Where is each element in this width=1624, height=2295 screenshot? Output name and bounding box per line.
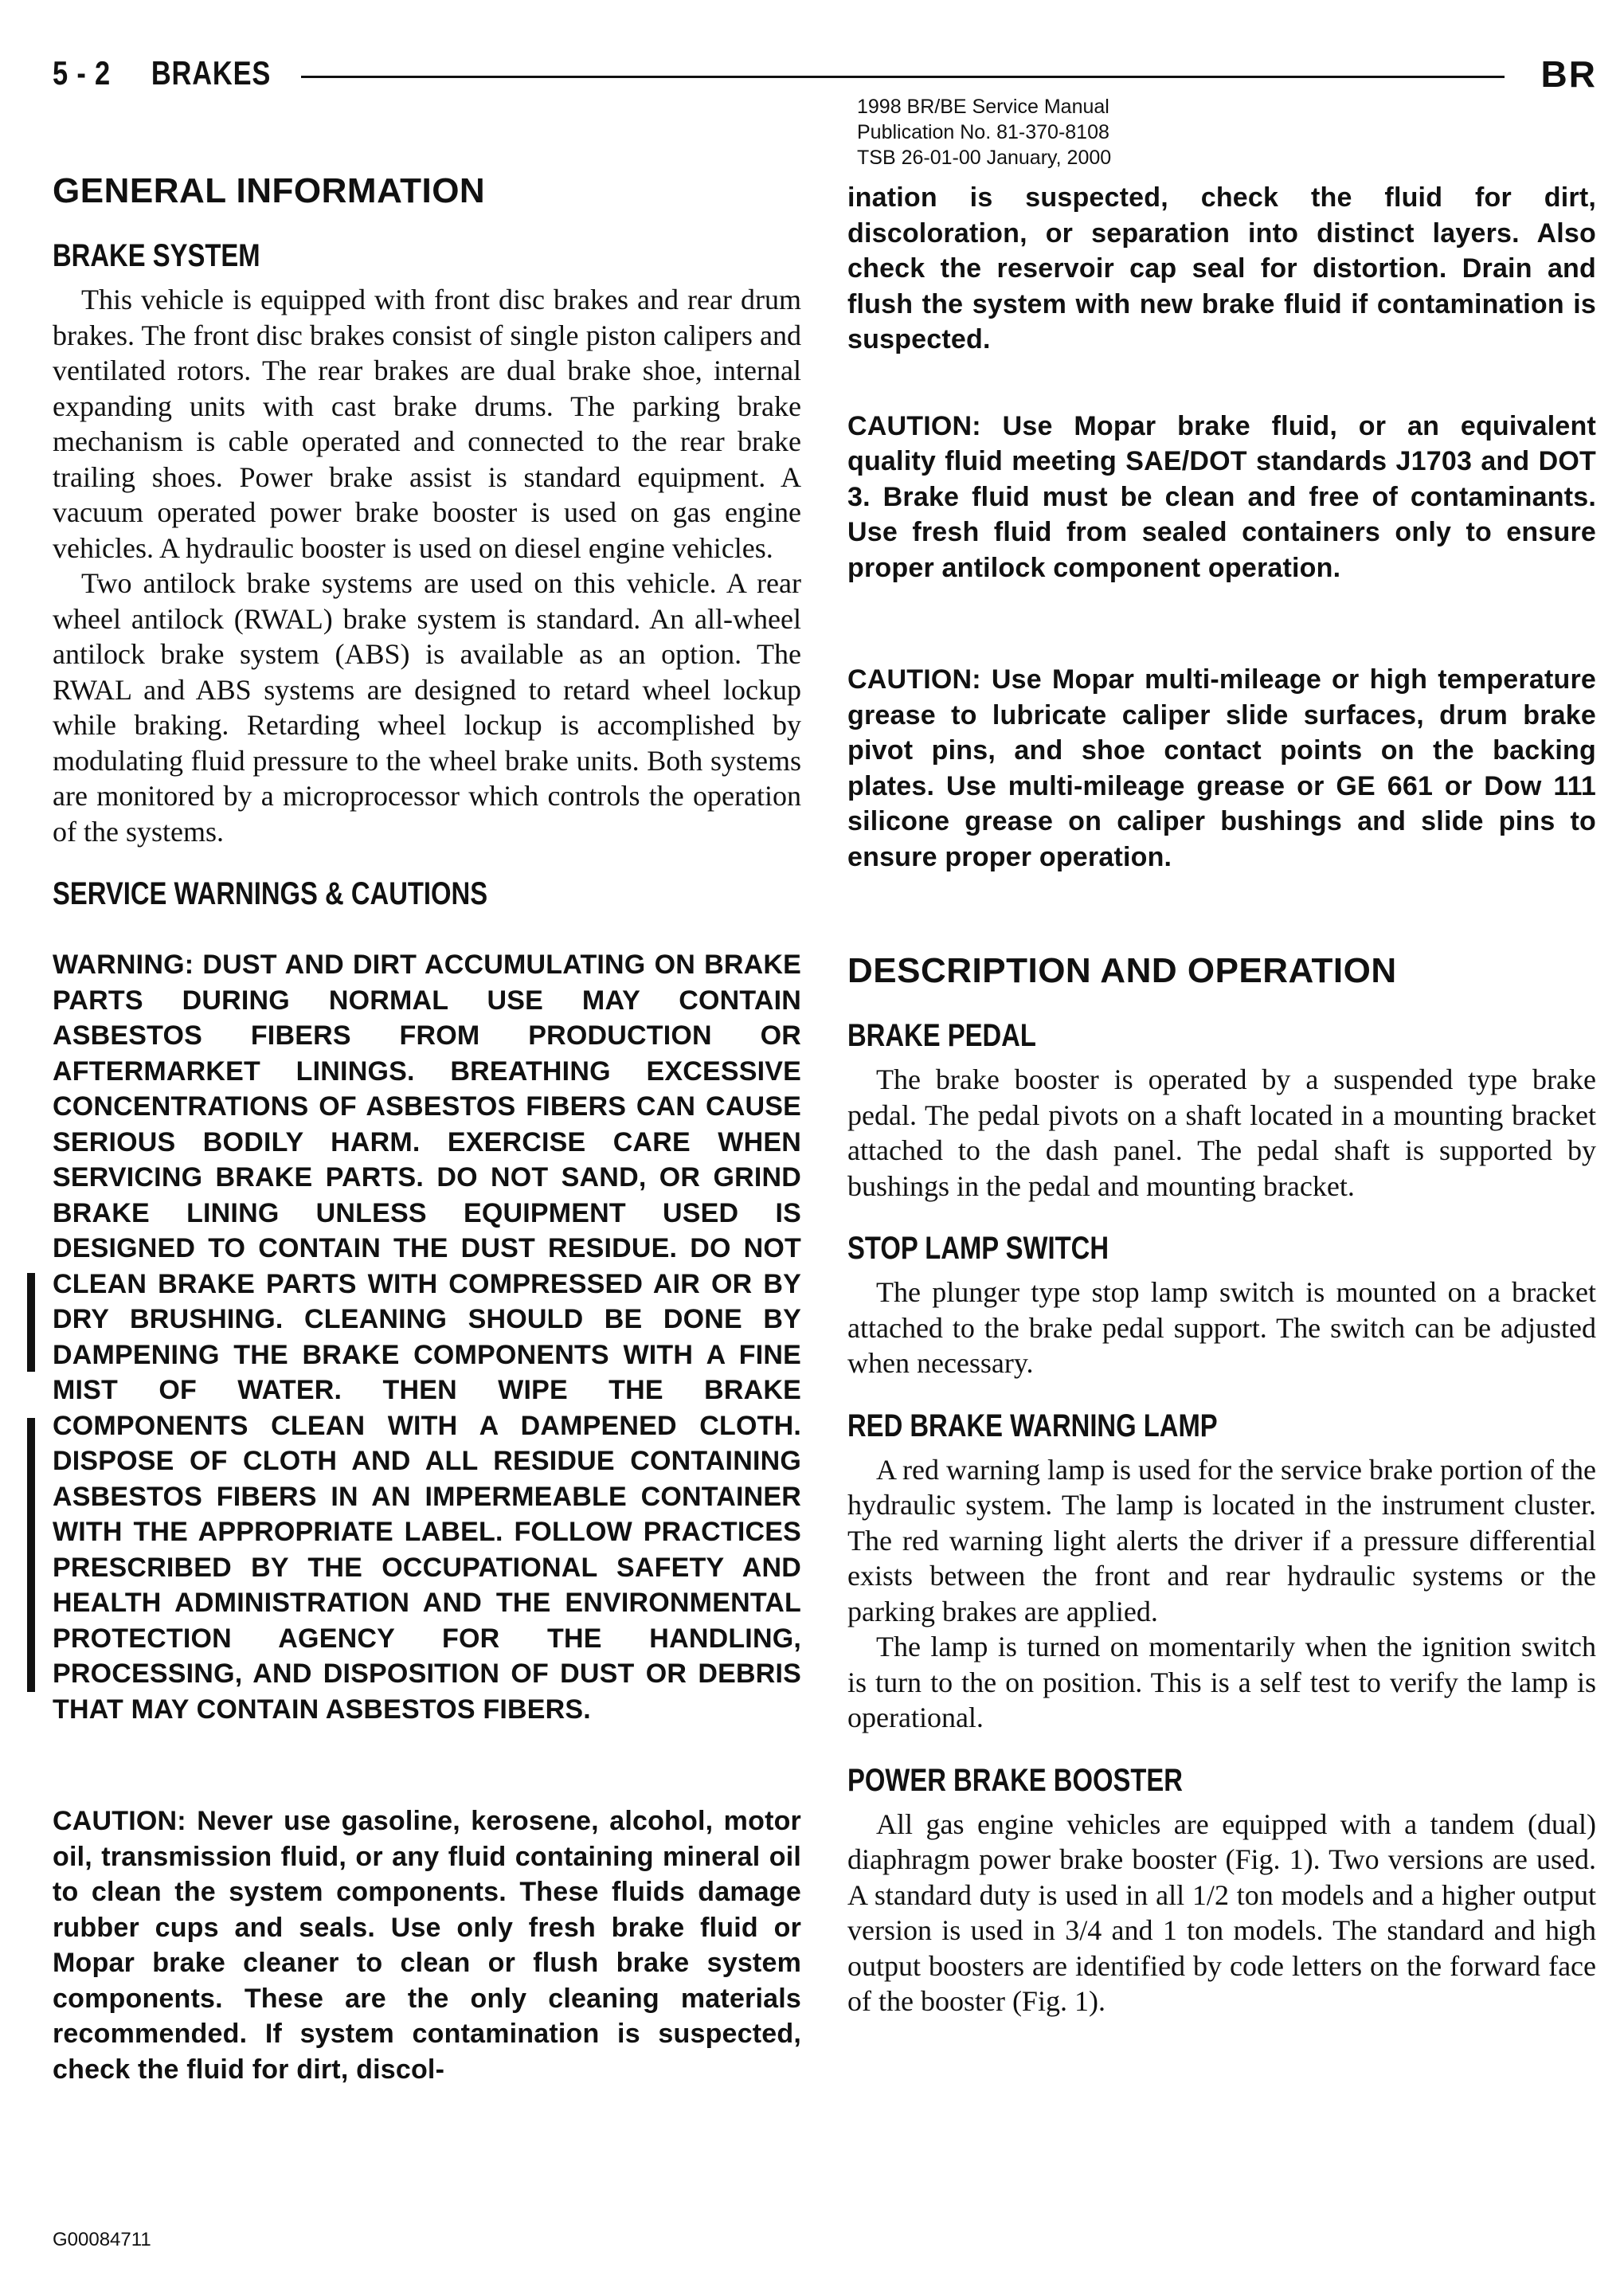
footer-id: G00084711 xyxy=(53,2229,151,2250)
caution-cleaning-part-2: ination is suspected, check the fluid for dirt, discoloration, or separation into distinct layers. Also check the reservoir cap seal for distortion. Drain and flush the system with new brake fluid if contamination is suspected. xyxy=(847,182,1596,354)
asbestos-warning: WARNING: DUST AND DIRT ACCUMULATING ON BRAKE PARTS DURING NORMAL USE MAY CONTAIN ASBESTOS FIBERS FROM PRODUCTION OR AFTERMARKET LININGS. BREATHING EXCESSIVE CONCENTRATIONS OF ASBESTOS FIBERS CAN CAUSE SERIOUS BODILY HARM. EXERCISE CARE WHEN SERVICING BRAKE PARTS. DO NOT SAND, OR GRIND BRAKE LINING UNLESS EQUIPMENT USED IS DESIGNED TO CONTAIN THE DUST RESIDUE. DO NOT CLEAN BRAKE PARTS WITH COMPRESSED AIR OR BY DRY BRUSHING. CLEANING SHOULD BE DONE BY DAMPENING THE BRAKE COMPONENTS WITH A FINE MIST OF WATER. THEN WIPE THE BRAKE COMPONENTS CLEAN WITH A DAMPENED CLOTH. DISPOSE OF CLOTH AND ALL RESIDUE CONTAINING ASBESTOS FIBERS IN AN IMPERMEABLE CONTAINER WITH THE APPROPRIATE LABEL. FOLLOW PRACTICES PRESCRIBED BY THE OCCUPATIONAL SAFETY AND HEALTH ADMINISTRATION AND THE ENVIRONMENTAL PROTECTION AGENCY FOR THE HANDLING, PROCESSING, AND DISPOSITION OF DUST OR DEBRIS THAT MAY CONTAIN ASBESTOS FIBERS. xyxy=(53,950,801,1725)
caution-brake-fluid: CAUTION: Use Mopar brake fluid, or an equivalent quality fluid meeting SAE/DOT standards J1703 and DOT 3. Brake fluid must be clean and free of contaminants. Use fresh fluid from sealed containers only to ensure proper antilock component operation. xyxy=(847,410,1596,583)
booster-paragraph: All gas engine vehicles are equipped with a tandem (dual) diaphragm power brake booster (Fig. 1). Two versions are used. A standard duty is used in all 1/2 ton models and a higher output version is used in 3/4 and 1 ton models. The standard and high output boosters are identified by code letters on the forward face of the booster (Fig. 1). xyxy=(847,1807,1596,2017)
stop-lamp-paragraph: The plunger type stop lamp switch is mounted on a bracket attached to the brake pedal support. The switch can be adjusted when necessary. xyxy=(847,1276,1596,1379)
brake-system-paragraph-2: Two antilock brake systems are used on this vehicle. A rear wheel antilock (RWAL) brake system is standard. An all-wheel antilock brake system (ABS) is available as an option. The RWAL and ABS systems are designed to retard wheel lockup while braking. Retarding wheel lockup is accomplished by modulating fluid pressure to the wheel brake units. Both systems are monitored by a microprocessor which controls the operation of the systems. xyxy=(53,567,801,848)
right-column xyxy=(847,180,1596,2019)
publication-line-2: Publication No. 81-370-8108 xyxy=(857,121,1109,143)
booster-heading: POWER BRAKE BOOSTER xyxy=(847,1762,1183,1798)
change-bar-1 xyxy=(27,1273,35,1372)
page-number: 5 - 2 xyxy=(53,54,112,92)
caution-cleaning-part-1: CAUTION: Never use gasoline, kerosene, alcohol, motor oil, transmission fluid, or any fluid containing mineral oil to clean the system components. These fluids damage rubber cups and seals. Use only fresh brake fluid or Mopar brake cleaner to clean or flush brake system components. These are the only cleaning materials recommended. If system contamination is suspected, check the fluid for dirt, discol- xyxy=(53,1806,801,2085)
general-information-heading: GENERAL INFORMATION xyxy=(53,171,486,210)
publication-info xyxy=(857,94,1111,170)
brake-system-heading: BRAKE SYSTEM xyxy=(53,238,260,273)
brake-system-paragraph-1: This vehicle is equipped with front disc brakes and rear drum brakes. The front disc brakes consist of single piston calipers and ventilated rotors. The rear brakes are dual brake shoe, internal expanding units with cast brake drums. The parking brake mechanism is cable operated and connected to the rear brake trailing shoes. Power brake assist is standard equipment. A vacuum operated power brake booster is used on gas engine vehicles. A hydraulic booster is used on diesel engine vehicles. xyxy=(53,284,801,564)
section-title: BRAKES xyxy=(151,54,272,92)
left-column xyxy=(53,171,801,2087)
description-operation-heading: DESCRIPTION AND OPERATION xyxy=(847,951,1397,990)
brake-pedal-paragraph: The brake booster is operated by a suspended type brake pedal. The pedal pivots on a shaft located in a mounting bracket attached to the dash panel. The pedal shaft is supported by bushings in the pedal and mounting bracket. xyxy=(847,1063,1596,1202)
red-lamp-paragraph-2: The lamp is turned on momentarily when the ignition switch is turn to the on position. This is a self test to verify the lamp is operational. xyxy=(847,1631,1596,1733)
service-warnings-heading: SERVICE WARNINGS & CAUTIONS xyxy=(53,876,488,911)
caution-grease: CAUTION: Use Mopar multi-mileage or high temperature grease to lubricate caliper slide surfaces, drum brake pivot pins, and shoe contact points on the backing plates. Use multi-mileage grease or GE 661 or Dow 111 silicone grease on caliper bushings and slide pins to ensure proper operation. xyxy=(847,664,1596,872)
publication-line-3: TSB 26-01-00 January, 2000 xyxy=(857,147,1112,169)
stop-lamp-heading: STOP LAMP SWITCH xyxy=(847,1231,1109,1266)
header-rule xyxy=(301,76,1505,78)
red-lamp-heading: RED BRAKE WARNING LAMP xyxy=(847,1408,1218,1443)
publication-line-1: 1998 BR/BE Service Manual xyxy=(857,96,1109,118)
running-header xyxy=(53,54,271,92)
brake-pedal-heading: BRAKE PEDAL xyxy=(847,1018,1036,1053)
section-code: BR xyxy=(1540,53,1597,95)
change-bar-2 xyxy=(27,1418,35,1692)
red-lamp-paragraph-1: A red warning lamp is used for the service brake portion of the hydraulic system. The lamp is located in the instrument cluster. The red warning light alerts the driver if a pressure differential exists between the front and rear hydraulic systems or the parking brakes are applied. xyxy=(847,1453,1596,1627)
